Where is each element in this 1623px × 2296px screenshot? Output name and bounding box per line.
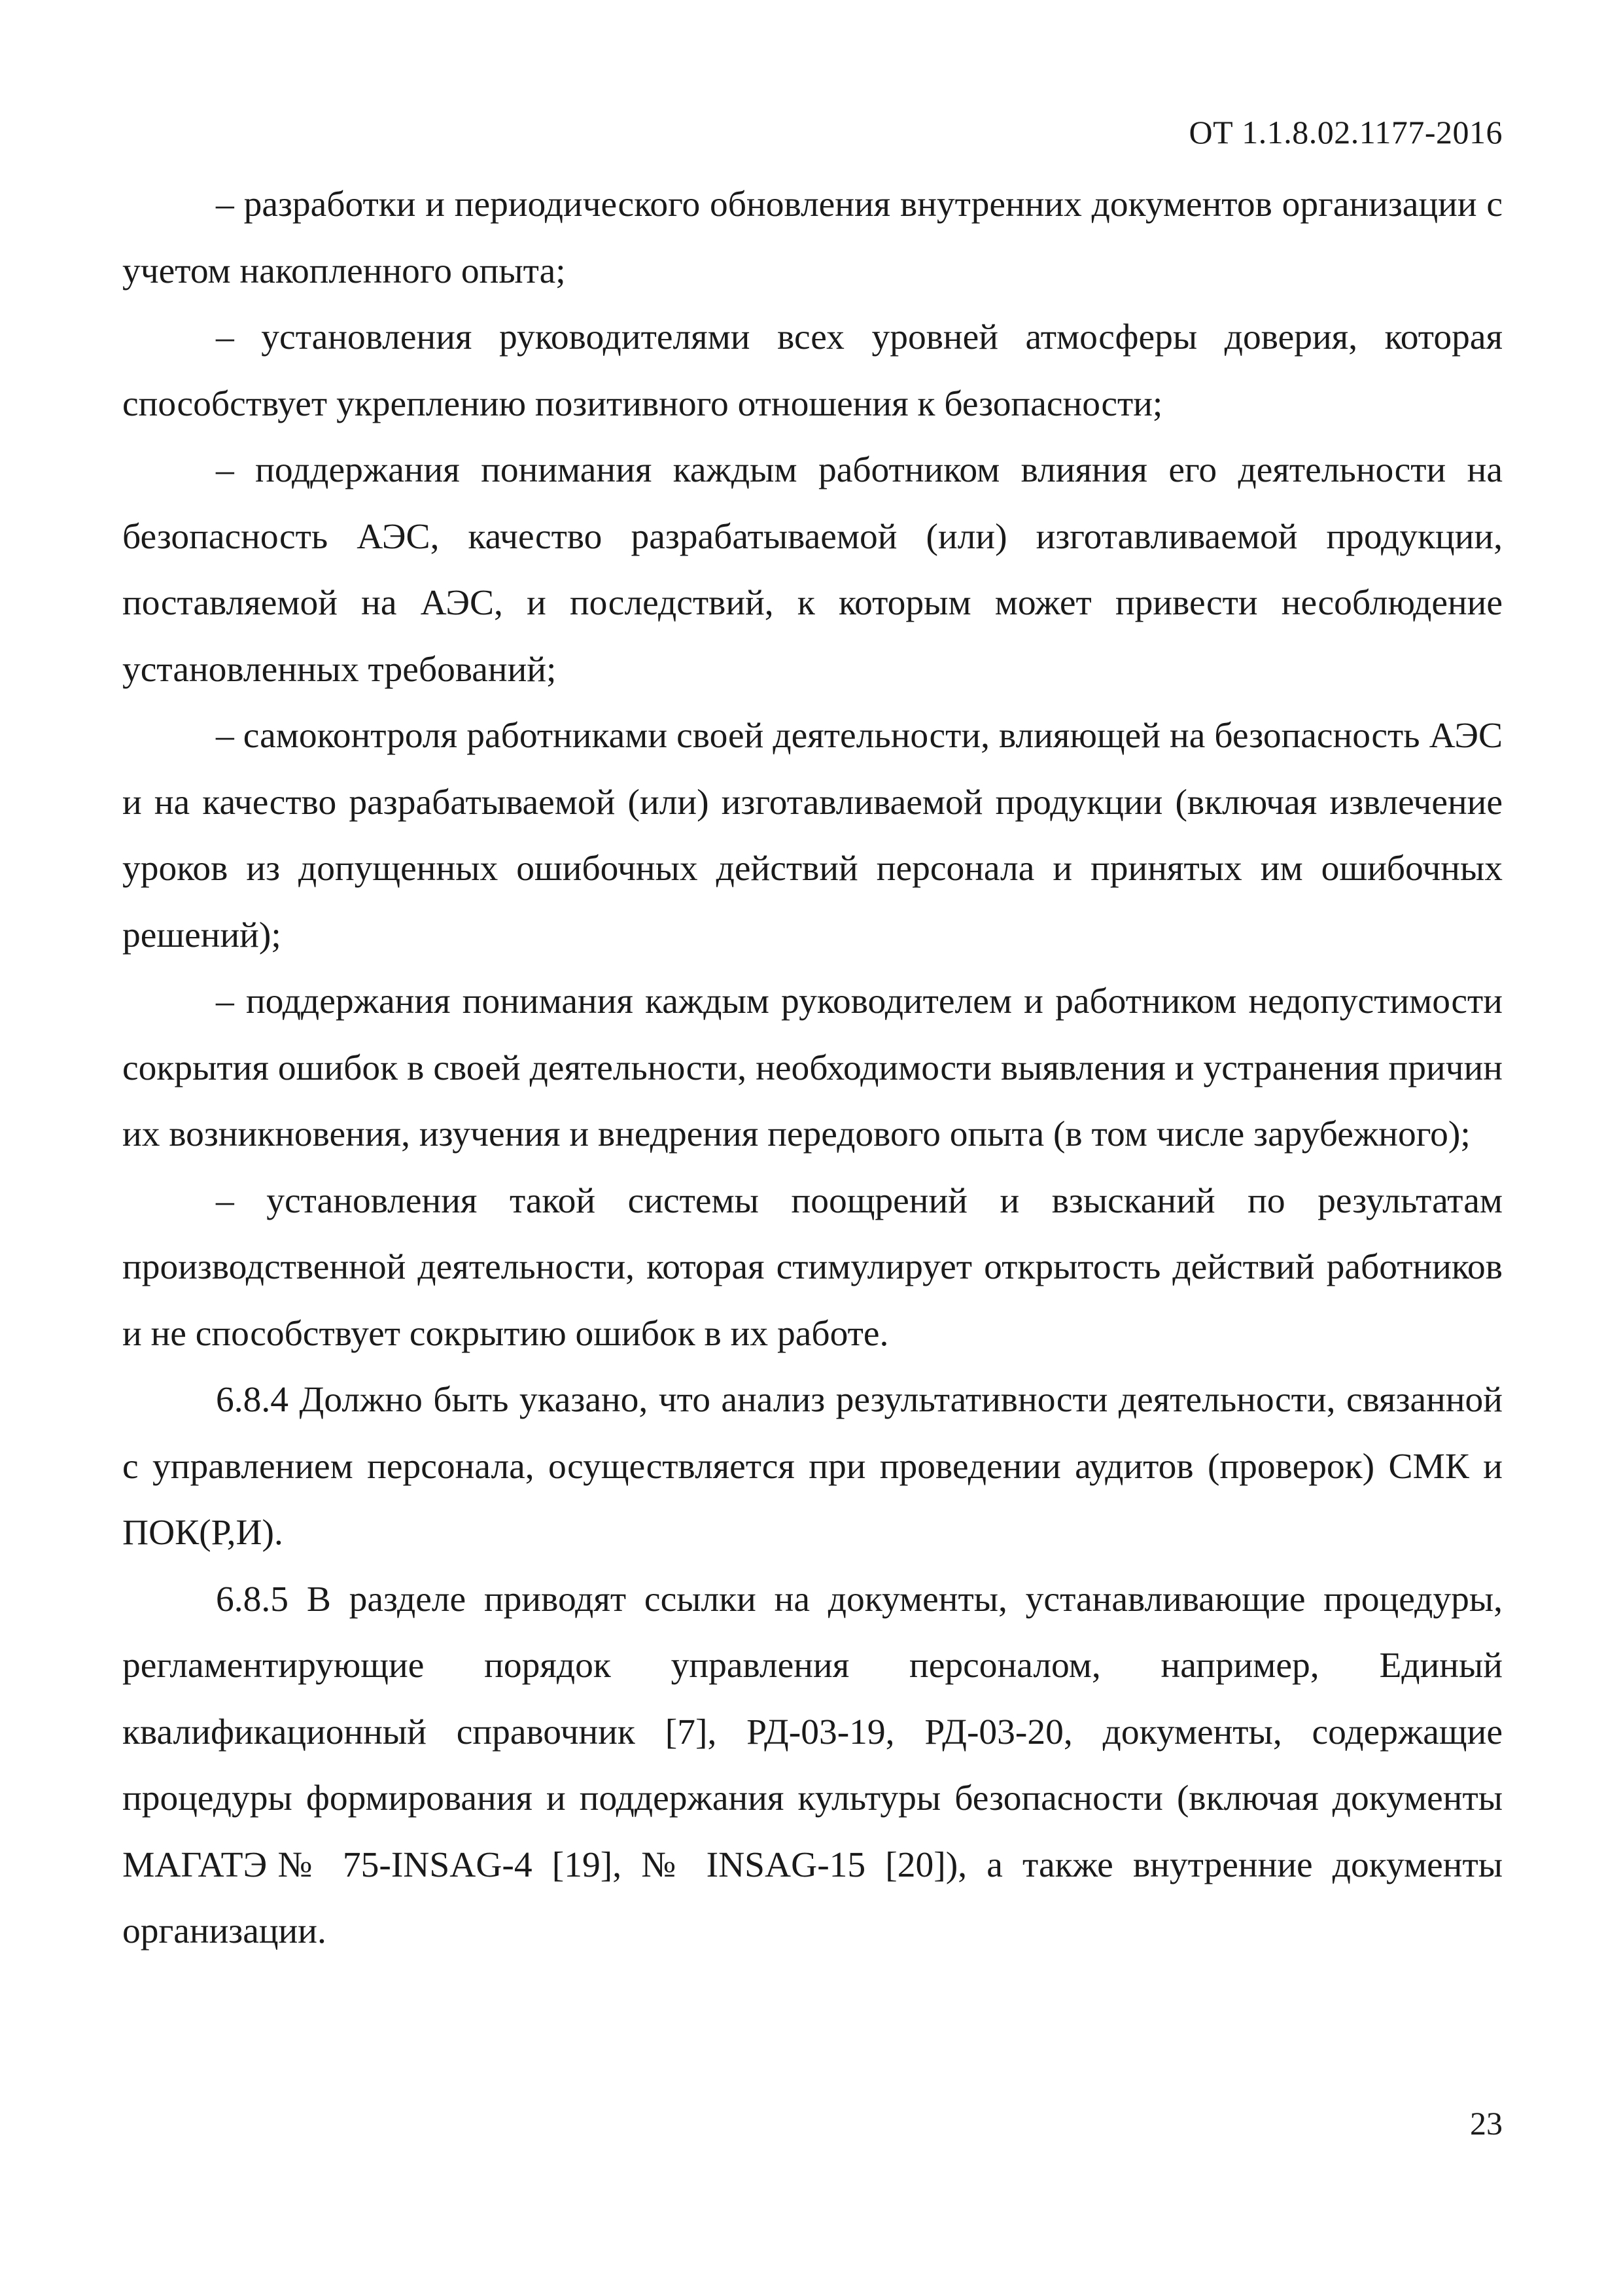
list-item-safety-understanding: – поддержания понимания каждым работником влияния его деятельности на безопасность АЭС, качество разрабатываемой (или) изготавливаемой продукции, поставляемой на АЭС, и последствий, к которым может привести несоблюдение установленных требований;	[122, 450, 1503, 690]
clause-6-8-4: 6.8.4 Должно быть указано, что анализ результативности деятельности, связанной с управлением персонала, осуществляется при проведении аудитов (проверок) СМК и ПОК(Р,И).	[122, 1380, 1503, 1553]
list-item-self-control: – самоконтроля работниками своей деятельности, влияющей на безопасность АЭС и на качество разрабатываемой (или) изготавливаемой продукции (включая извлечение уроков из допущенных ошибочных действий персонала и принятых им ошибочных решений);	[122, 716, 1503, 955]
list-item-error-disclosure: – поддержания понимания каждым руководителем и работником недопустимости сокрытия ошибок в своей деятельности, необходимости выявления и устранения причин их возникновения, изучения и внедрения передового опыта (в том числе зарубежного);	[122, 981, 1503, 1154]
clause-6-8-5: 6.8.5 В разделе приводят ссылки на документы, устанавливающие процедуры, регламентирующие порядок управления персоналом, например, Единый квалификационный справочник [7], РД-03-19, РД-03-20, документы, содержащие процедуры формирования и поддержания культуры безопасности (включая документы МАГАТЭ№ 75-INSAG-4 [19], № INSAG-15 [20]), а также внутренние документы организации.	[122, 1579, 1503, 1951]
list-item-trust-atmosphere: – установления руководителями всех уровней атмосферы доверия, которая способствует укреплению позитивного отношения к безопасности;	[122, 317, 1503, 424]
list-item-incentive-system: – установления такой системы поощрений и взысканий по результатам производственной деятельности, которая стимулирует открытость действий работников и не способствует сокрытию ошибок в их работе.	[122, 1180, 1503, 1354]
document-body	[122, 171, 1503, 1965]
document-code: ОТ 1.1.8.02.1177-2016	[1189, 114, 1503, 150]
page-number: 23	[1470, 2105, 1503, 2142]
list-item-internal-documents: – разработки и периодического обновления внутренних документов организации с учетом накопленного опыта;	[122, 185, 1503, 291]
